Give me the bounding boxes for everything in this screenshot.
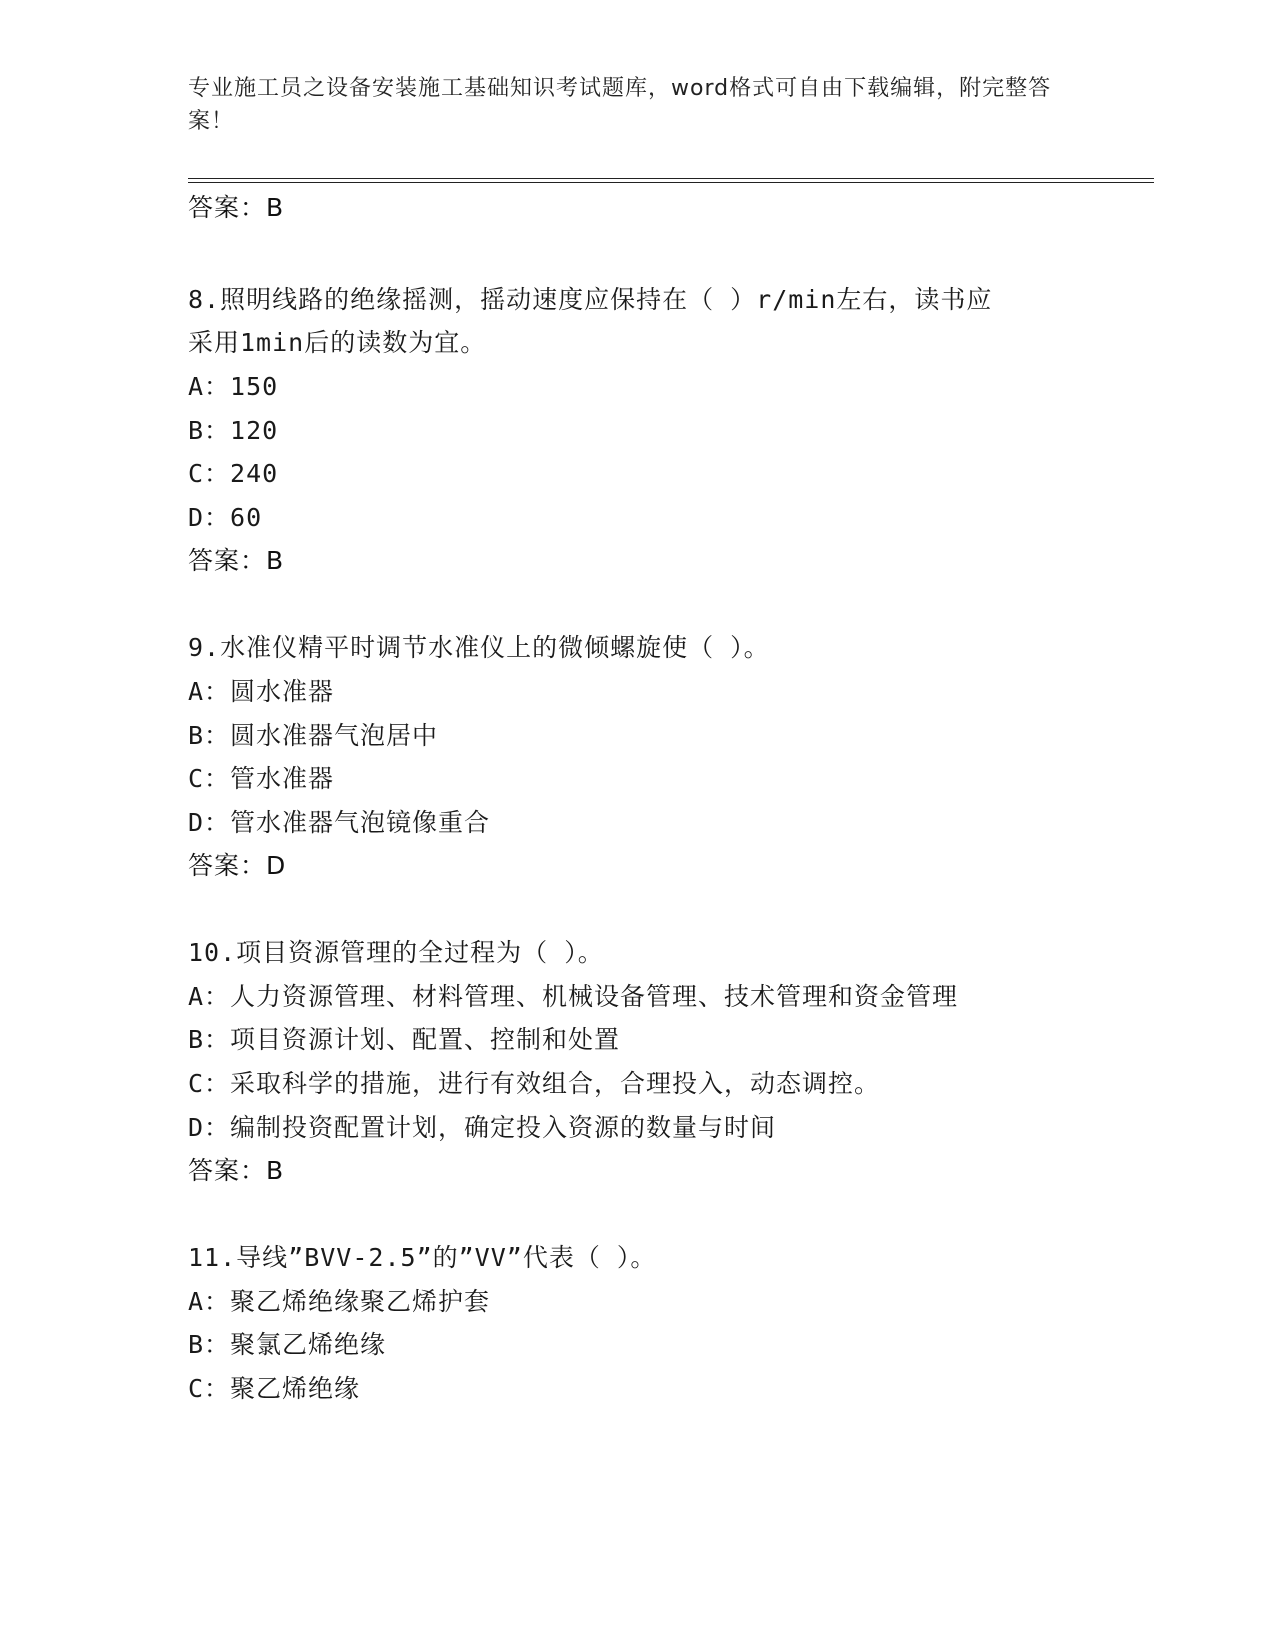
question-9-option-a: A：圆水准器	[188, 677, 335, 706]
question-9-stem: 9.水准仪精平时调节水准仪上的微倾螺旋使（ ）。	[188, 633, 770, 662]
question-10-option-c: C：采取科学的措施，进行有效组合，合理投入，动态调控。	[188, 1069, 881, 1098]
question-11-option-a: A：聚乙烯绝缘聚乙烯护套	[188, 1287, 491, 1316]
question-8-stem-line-2: 采用1min后的读数为宜。	[188, 328, 487, 357]
question-11-option-c: C：聚乙烯绝缘	[188, 1374, 361, 1403]
question-9-answer: 答案：D	[188, 851, 287, 880]
question-8-stem-line-1: 8.照明线路的绝缘摇测，摇动速度应保持在（ ）r/min左右，读书应	[188, 285, 993, 314]
document-header: 专业施工员之设备安装施工基础知识考试题库，word格式可自由下载编辑，附完整答案！	[188, 76, 1052, 134]
question-8-option-c: C：240	[188, 459, 279, 488]
header-divider-top	[188, 178, 1154, 179]
answer-line-previous: 答案：B	[188, 193, 285, 222]
question-8-answer: 答案：B	[188, 546, 285, 575]
question-10-option-b: B：项目资源计划、配置、控制和处置	[188, 1025, 621, 1054]
question-10-stem: 10.项目资源管理的全过程为（ ）。	[188, 938, 604, 967]
question-10-answer: 答案：B	[188, 1156, 285, 1185]
question-11-option-b: B：聚氯乙烯绝缘	[188, 1330, 387, 1359]
question-9-option-d: D：管水准器气泡镜像重合	[188, 808, 491, 837]
question-8-option-a: A：150	[188, 372, 279, 401]
question-8-option-b: B：120	[188, 416, 279, 445]
question-9-option-c: C：管水准器	[188, 764, 335, 793]
question-11-stem: 11.导线”BVV-2.5”的”VV”代表（ ）。	[188, 1243, 657, 1272]
header-divider-bottom	[188, 182, 1154, 183]
question-8-option-d: D：60	[188, 503, 263, 532]
question-10-option-a: A：人力资源管理、材料管理、机械设备管理、技术管理和资金管理	[188, 982, 959, 1011]
question-10-option-d: D：编制投资配置计划，确定投入资源的数量与时间	[188, 1113, 777, 1142]
question-9-option-b: B：圆水准器气泡居中	[188, 721, 439, 750]
